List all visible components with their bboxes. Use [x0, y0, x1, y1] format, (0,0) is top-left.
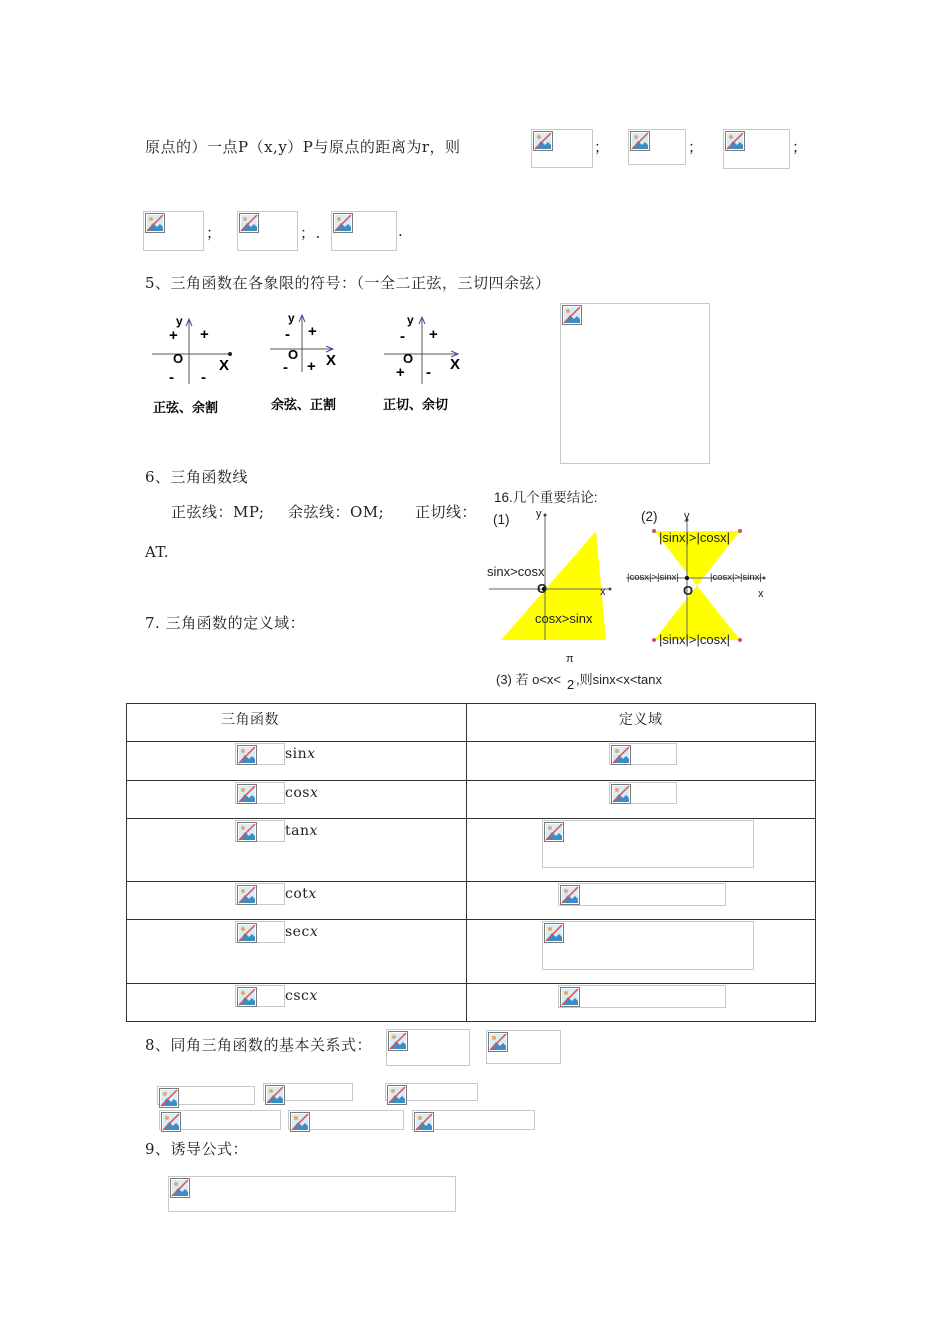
domain-image [609, 782, 677, 804]
broken-image-icon [145, 213, 165, 233]
broken-image-icon [290, 1112, 310, 1132]
domain-image [542, 820, 754, 868]
conclusion-3-text: (3) 若 o<x< [496, 672, 562, 687]
identity-image [157, 1086, 255, 1105]
broken-image-icon [611, 745, 631, 765]
axis-x-label: x [758, 588, 764, 600]
identity-image [486, 1030, 561, 1064]
separator: ； [594, 138, 610, 156]
axes-icon [150, 314, 250, 384]
broken-image-icon [414, 1112, 434, 1132]
axis-y-label: y [684, 510, 690, 522]
section-6-title: 6、三角函数线 [145, 468, 249, 486]
column-header-function: 三角函数 [221, 712, 279, 728]
broken-image-icon [630, 131, 650, 151]
identity-image [263, 1083, 353, 1101]
axis-y-label: y [407, 313, 414, 327]
broken-image-icon [611, 784, 631, 804]
broken-image-icon [388, 1031, 408, 1051]
quadrant-2-sign: - [400, 328, 405, 345]
broken-image-icon [544, 923, 564, 943]
region-label: |cosx|>|sinx| [627, 572, 679, 583]
formula-image-sin [531, 129, 593, 168]
table-row [127, 920, 816, 984]
separator: ； [792, 138, 808, 156]
function-cell [127, 781, 467, 819]
function-name: sinx [285, 746, 316, 762]
table-header-cell [127, 704, 467, 742]
quadrant-4-sign: + [307, 358, 316, 375]
section-8-title: 8、同角三角函数的基本关系式： [145, 1036, 373, 1054]
domain-cell [467, 882, 816, 920]
origin-label: O [537, 581, 548, 596]
formula-image [235, 921, 285, 943]
broken-image-icon [159, 1088, 179, 1108]
origin-label: O [403, 351, 414, 366]
broken-image-icon [544, 822, 564, 842]
domain-cell [467, 742, 816, 781]
function-name: cotx [285, 886, 317, 902]
function-name: secx [285, 924, 319, 940]
broken-image-icon [562, 305, 582, 325]
formula-image [235, 782, 285, 804]
identity-image [412, 1110, 535, 1130]
broken-image-icon [488, 1032, 508, 1052]
identity-image [288, 1110, 404, 1130]
formula-image-cot [143, 211, 204, 251]
period: . [398, 222, 404, 240]
function-cell [127, 920, 467, 984]
formula-image [235, 883, 285, 905]
induction-formula-image [168, 1176, 456, 1212]
region-label: |sinx|>|cosx| [659, 530, 730, 545]
quadrant-diagram-sin [150, 314, 250, 419]
formula-image [235, 985, 285, 1007]
function-cell [127, 742, 467, 781]
domain-image [558, 985, 726, 1008]
domain-table [126, 703, 816, 1022]
axis-x-label: X [326, 352, 337, 369]
broken-image-icon [725, 131, 745, 151]
formula-image-csc [331, 211, 397, 251]
quadrant-3-sign: + [396, 364, 405, 381]
region-label: |sinx|>|cosx| [659, 632, 730, 647]
section-5-title: 5、三角函数在各象限的符号：（一全二正弦，三切四余弦） [145, 274, 551, 292]
table-row [127, 819, 816, 882]
function-name: cscx [285, 988, 318, 1004]
conclusion-3-rest: ,则sinx<x<tanx [576, 672, 662, 687]
domain-image [609, 743, 677, 765]
separator: ；. [300, 224, 321, 242]
quadrant-1-sign: + [200, 326, 209, 343]
identity-image [159, 1110, 281, 1130]
broken-image-icon [387, 1085, 407, 1105]
quadrant-2-sign: + [169, 327, 178, 344]
broken-image-icon [237, 784, 257, 804]
domain-cell [467, 984, 816, 1022]
conclusions-figure [484, 485, 784, 690]
quadrant-1-sign: + [429, 326, 438, 343]
broken-image-icon [265, 1085, 285, 1105]
function-name: tanx [285, 823, 318, 839]
identity-image [386, 1029, 470, 1066]
function-name: cosx [285, 785, 319, 801]
function-cell [127, 984, 467, 1022]
identity-image [385, 1083, 478, 1101]
region-label: cosx>sinx [535, 611, 593, 626]
figure-2-label: (2) [641, 509, 658, 524]
broken-image-icon [237, 987, 257, 1007]
table-row [127, 984, 816, 1022]
broken-image-icon [560, 885, 580, 905]
pi-symbol: π [566, 653, 574, 665]
table-row [127, 781, 816, 819]
table-header-row [127, 704, 816, 742]
axis-y-label: y [536, 508, 542, 520]
image-placeholder-large [560, 303, 710, 464]
axis-x-label: X [450, 356, 461, 373]
quadrant-4-sign: - [426, 364, 431, 381]
tangent-line-value: AT. [145, 543, 170, 561]
formula-image [235, 820, 285, 842]
axis-y-label: y [176, 314, 183, 328]
tangent-line-text: 正切线： [415, 503, 478, 521]
function-cell [127, 819, 467, 882]
broken-image-icon [560, 987, 580, 1007]
formula-image [235, 743, 285, 765]
domain-cell [467, 819, 816, 882]
quadrant-2-sign: - [285, 326, 290, 343]
formula-image-sec [237, 211, 298, 251]
broken-image-icon [333, 213, 353, 233]
separator: ； [206, 224, 222, 242]
axis-y-label: y [288, 311, 295, 325]
broken-image-icon [237, 885, 257, 905]
region-label: sinx>cosx [487, 564, 545, 579]
cosine-line-text: 余弦线：OM; [288, 503, 385, 521]
conclusions-title: 16.几个重要结论: [494, 490, 598, 505]
intro-text: 原点的）一点P（x,y）P与原点的距离为r，则 [145, 138, 461, 156]
table-row [127, 742, 816, 781]
region-label: |cosx|>|sinx| [710, 572, 762, 583]
quadrant-diagram-tan [382, 312, 482, 417]
broken-image-icon [533, 131, 553, 151]
domain-image [542, 921, 754, 970]
conclusion-graphs [484, 485, 784, 690]
separator: ； [688, 138, 704, 156]
table-header-cell [467, 704, 816, 742]
broken-image-icon [161, 1112, 181, 1132]
origin-label: O [173, 351, 184, 366]
quadrant-3-sign: - [283, 359, 288, 376]
broken-image-icon [237, 923, 257, 943]
quadrant-1-sign: + [308, 323, 317, 340]
section-9-title: 9、诱导公式： [145, 1140, 249, 1158]
axis-x-label: x [600, 586, 606, 598]
denominator: 2 [567, 677, 575, 692]
formula-image-tan [723, 129, 790, 169]
formula-image-cos [628, 129, 686, 165]
quadrant-caption: 正切、余切 [383, 397, 449, 412]
broken-image-icon [170, 1178, 190, 1198]
quadrant-diagram-cos [268, 310, 368, 415]
broken-image-icon [237, 822, 257, 842]
function-cell [127, 882, 467, 920]
section-7-title: 7. 三角函数的定义域： [145, 614, 306, 632]
axis-x-label: X [219, 357, 230, 374]
domain-cell [467, 781, 816, 819]
quadrant-4-sign: - [201, 369, 206, 386]
quadrant-caption: 余弦、正割 [271, 397, 337, 412]
table-row [127, 882, 816, 920]
broken-image-icon [237, 745, 257, 765]
quadrant-3-sign: - [169, 369, 174, 386]
origin-label: O [683, 583, 694, 598]
origin-label: O [288, 347, 299, 362]
figure-1-label: (1) [493, 512, 510, 527]
quadrant-caption: 正弦、余割 [153, 400, 219, 415]
sine-line-text: 正弦线：MP; [171, 503, 265, 521]
domain-cell [467, 920, 816, 984]
domain-image [558, 883, 726, 906]
broken-image-icon [239, 213, 259, 233]
column-header-domain: 定义域 [619, 712, 663, 728]
